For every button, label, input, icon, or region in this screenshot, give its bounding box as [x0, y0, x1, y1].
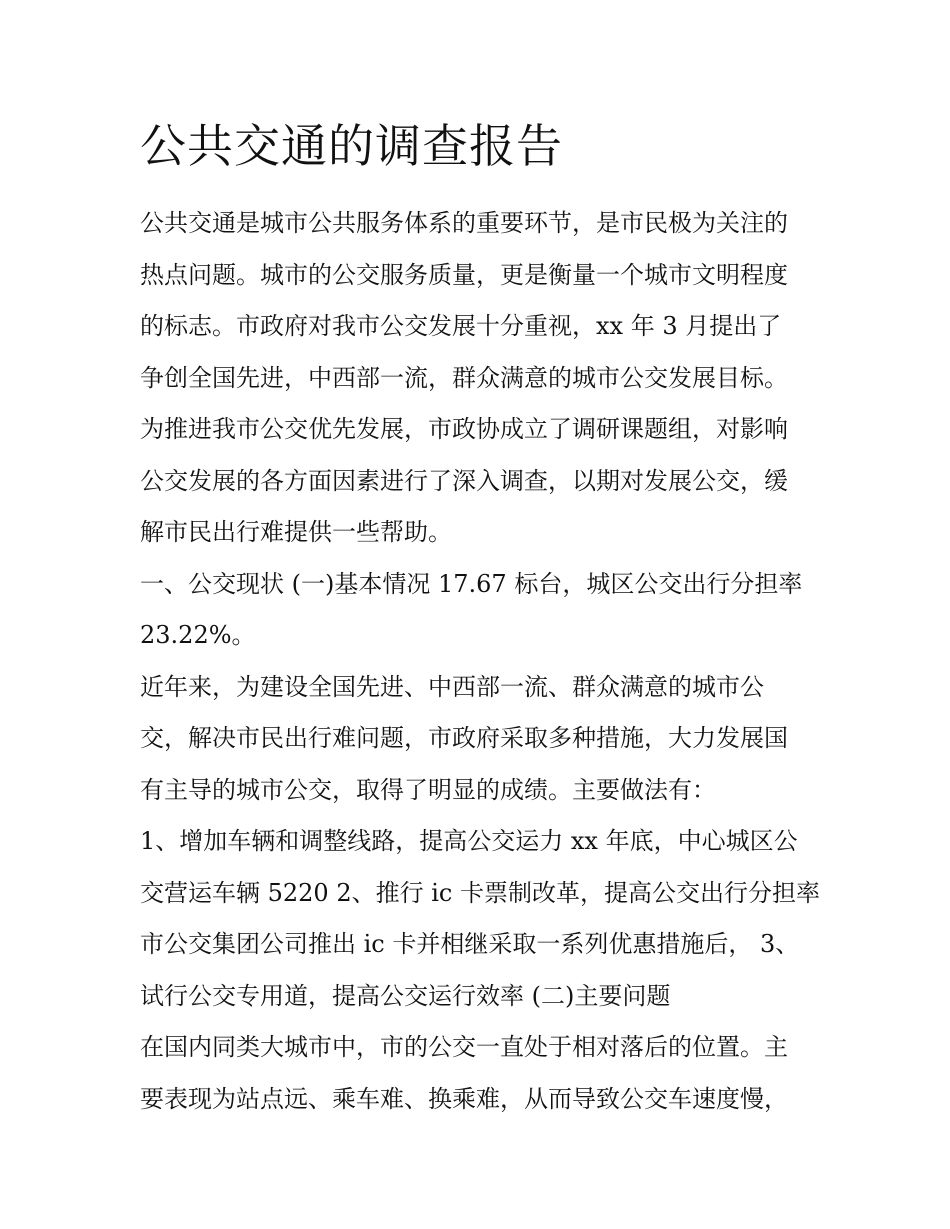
- text-line: 要表现为站点远、乘车难、换乘难，从而导致公交车速度慢，: [140, 1084, 788, 1113]
- text-line: 解市民出行难提供一些帮助。: [140, 518, 452, 546]
- text-line: 市公交集团公司推出 ic 卡并相继采取一系列优惠措施后， 3、: [140, 930, 800, 958]
- text-line: 公共交通是城市公共服务体系的重要环节，是市民极为关注的: [140, 209, 788, 237]
- text-line: 在国内同类大城市中，市的公交一直处于相对落后的位置。主: [140, 1033, 788, 1061]
- text-line: 交营运车辆 5220 2、推行 ic 卡票制改革，提高公交出行分担率: [140, 878, 820, 907]
- text-line: 热点问题。城市的公交服务质量，更是衡量一个城市文明程度: [140, 260, 788, 289]
- text-line: 的标志。市政府对我市公交发展十分重视，xx 年 3 月提出了: [140, 312, 782, 340]
- text-line: 争创全国先进，中西部一流，群众满意的城市公交发展目标。: [140, 363, 788, 392]
- text-line: 23.22%。: [140, 621, 256, 649]
- section-heading-line: 一、公交现状 (一)基本情况 17.67 标台，城区公交出行分担率: [140, 569, 803, 598]
- document-title: 公共交通的调查报告: [140, 119, 563, 173]
- text-line: 有主导的城市公交，取得了明显的成绩。主要做法有：: [140, 775, 716, 804]
- text-line: 近年来，为建设全国先进、中西部一流、群众满意的城市公: [140, 672, 764, 701]
- text-line: 为推进我市公交优先发展，市政协成立了调研课题组，对影响: [140, 415, 788, 443]
- text-line: 试行公交专用道，提高公交运行效率 (二)主要问题: [140, 981, 671, 1010]
- text-line: 公交发展的各方面因素进行了深入调查，以期对发展公交，缓: [140, 466, 788, 495]
- text-line: 交，解决市民出行难问题，市政府采取多种措施，大力发展国: [140, 724, 788, 752]
- document-body: [140, 198, 830, 1125]
- text-line: 1、增加车辆和调整线路，提高公交运力 xx 年底，中心城区公: [140, 827, 798, 855]
